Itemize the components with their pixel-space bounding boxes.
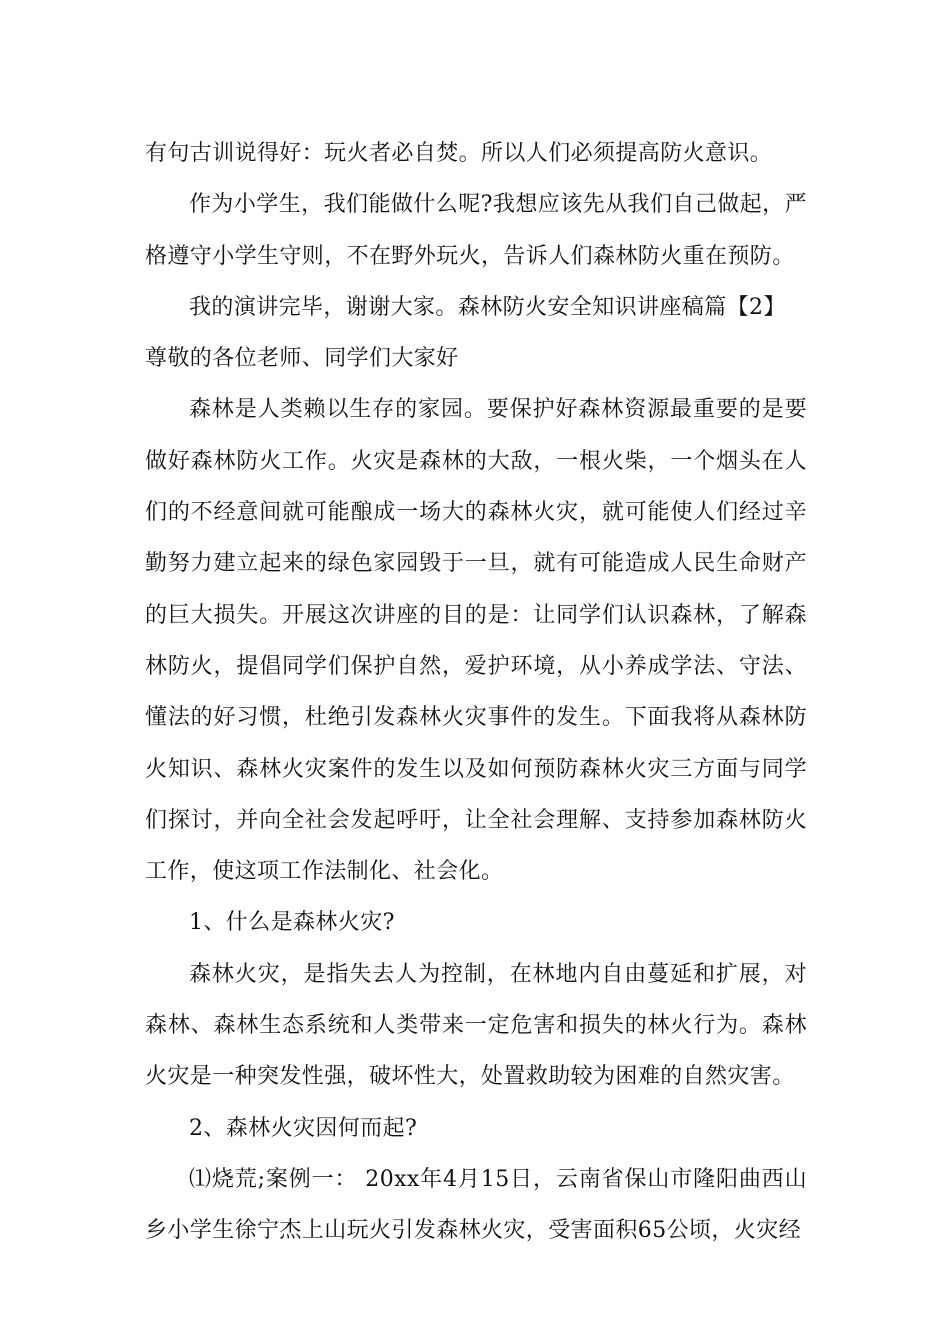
document-body (145, 128, 807, 1257)
paragraph-7: ⑴烧荒;案例一： 20xx年4月15日，云南省保山市隆阳曲西山乡小学生徐宁杰上山玩火引发森林火灾，受害面积65公顷，火灾经 (145, 1166, 807, 1244)
paragraph-5: 森林是人类赖以生存的家园。要保护好森林资源最重要的是要做好森林防火工作。火灾是森林的大敌，一根火柴，一个烟头在人们的不经意间就可能酿成一场大的森林火灾，就可能使人们经过辛勤努力建立起来的绿色家园毁于一旦，就有可能造成人民生命财产的巨大损失。开展这次讲座的目的是：让同学们认识森林，了解森林防火，提倡同学们保护自然，爱护环境，从小养成学法、守法、懂法的好习惯，杜绝引发森林火灾事件的发生。下面我将从森林防火知识、森林火灾案件的发生以及如何预防森林火灾三方面与同学们探讨，并向全社会发起呼吁，让全社会理解、支持参加森林防火工作，使这项工作法制化、社会化。 (145, 397, 807, 885)
paragraph-6: 森林火灾，是指失去人为控制，在林地内自由蔓延和扩展，对森林、森林生态系统和人类带来一定危害和损失的林火行为。森林火灾是一种突发性强，破坏性大，处置救助较为困难的自然灾害。 (145, 961, 807, 1090)
heading-1: 1、什么是森林火灾? (189, 910, 395, 936)
heading-2: 2、森林火灾因何而起? (189, 1115, 418, 1141)
paragraph-2: 作为小学生，我们能做什么呢?我想应该先从我们自己做起，严格遵守小学生守则，不在野外玩火，告诉人们森林防火重在预防。 (145, 192, 807, 269)
paragraph-4: 尊敬的各位老师、同学们大家好 (145, 346, 459, 372)
paragraph-3: 我的演讲完毕，谢谢大家。森林防火安全知识讲座稿篇【2】 (189, 294, 786, 320)
paragraph-1: 有句古训说得好：玩火者必自焚。所以人们必须提高防火意识。 (145, 141, 773, 166)
